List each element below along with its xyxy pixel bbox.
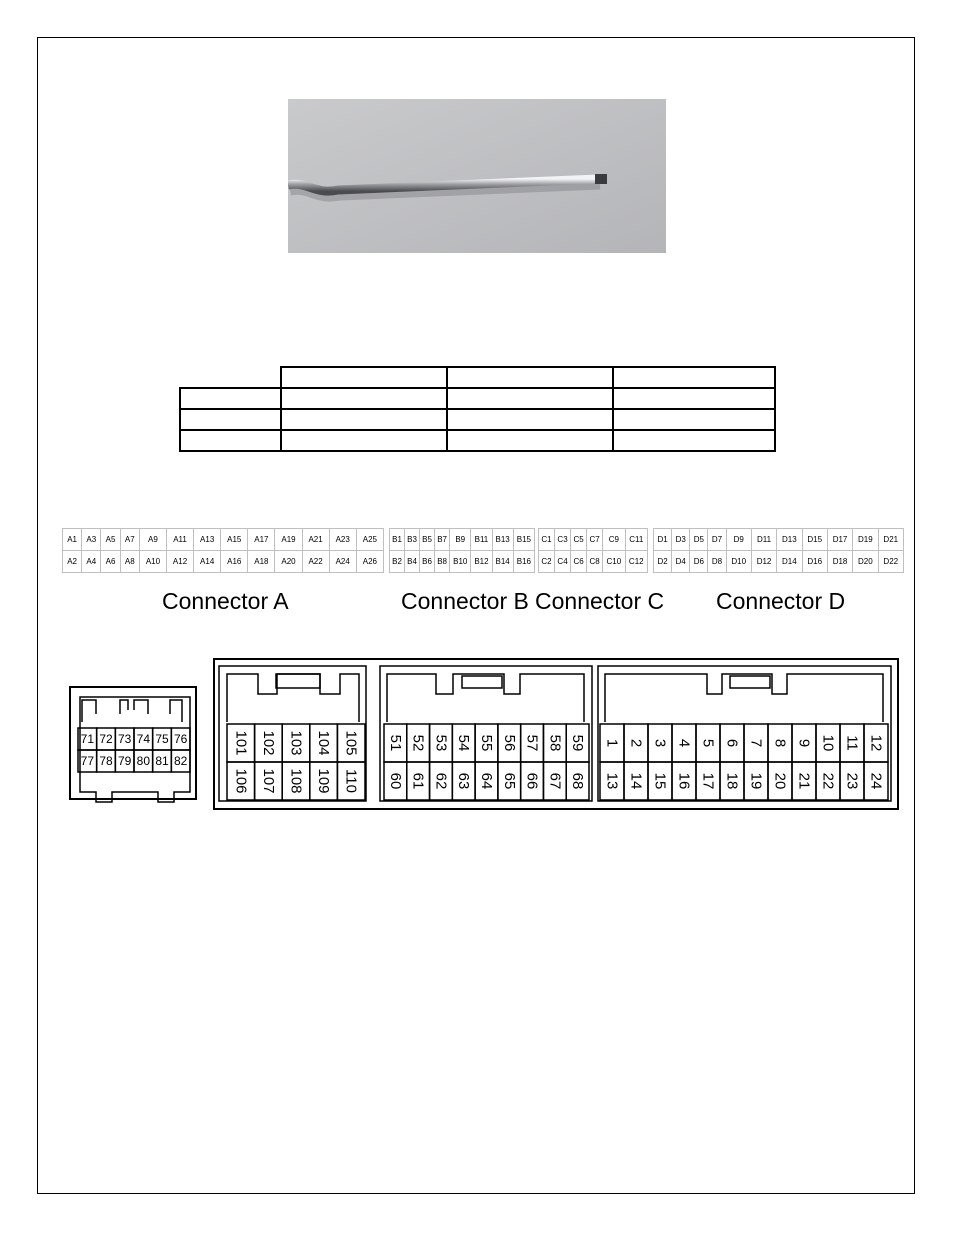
pin-cell: C5 xyxy=(571,529,587,551)
pin-number: 66 xyxy=(523,772,541,790)
table-cell xyxy=(180,367,281,388)
pin-cell: D7 xyxy=(708,529,726,551)
pin-cell: D11 xyxy=(751,529,776,551)
pin-number: 80 xyxy=(136,754,151,768)
table-cell xyxy=(281,430,447,451)
pin-number: 53 xyxy=(432,734,450,752)
pin-number: 74 xyxy=(136,732,151,746)
pin-number: 77 xyxy=(80,754,95,768)
pin-cell: D19 xyxy=(853,529,878,551)
pin-number: 108 xyxy=(287,768,305,794)
table-cell xyxy=(180,409,281,430)
pin-row-bottom xyxy=(63,551,384,573)
pin-number: 81 xyxy=(155,754,169,768)
pin-cell: A13 xyxy=(194,529,221,551)
pin-number: 107 xyxy=(259,768,277,794)
pin-row-top xyxy=(63,529,384,551)
pin-number: 23 xyxy=(843,772,861,790)
pin-number: 18 xyxy=(723,772,741,790)
pin-cell: D5 xyxy=(690,529,708,551)
pin-cell: C8 xyxy=(587,551,603,573)
pin-cell: D21 xyxy=(878,529,903,551)
pin-cell: C9 xyxy=(603,529,625,551)
blank-pin-table xyxy=(179,366,776,452)
pin-number: 3 xyxy=(651,738,669,748)
pin-cell: D3 xyxy=(672,529,690,551)
pin-cell: A26 xyxy=(356,551,383,573)
pin-number: 4 xyxy=(675,738,693,748)
pin-number: 12 xyxy=(867,734,885,752)
pin-cell: A15 xyxy=(221,529,248,551)
pin-cell: B13 xyxy=(492,529,513,551)
table-cell xyxy=(447,430,613,451)
pin-number: 14 xyxy=(627,772,645,790)
pin-cell: D12 xyxy=(751,551,776,573)
pin-cell: D15 xyxy=(802,529,827,551)
pin-number: 103 xyxy=(287,730,305,756)
pin-row-bottom xyxy=(390,551,535,573)
pin-cell: A3 xyxy=(82,529,101,551)
pin-number: 68 xyxy=(569,772,587,790)
pin-number: 102 xyxy=(259,730,277,756)
pin-cell: D10 xyxy=(726,551,751,573)
pin-number: 5 xyxy=(699,738,717,748)
pin-cell: D13 xyxy=(777,529,802,551)
table-cell xyxy=(447,409,613,430)
pin-cell: D22 xyxy=(878,551,903,573)
pin-cell: C2 xyxy=(539,551,555,573)
pin-number: 7 xyxy=(747,738,765,748)
pin-number: 8 xyxy=(771,738,789,748)
pin-cell: A16 xyxy=(221,551,248,573)
pin-cell: A25 xyxy=(356,529,383,551)
pin-number: 104 xyxy=(315,730,333,756)
pin-number: 101 xyxy=(232,730,250,756)
pin-number: 2 xyxy=(627,738,645,748)
pin-cell: B11 xyxy=(471,529,492,551)
pin-number: 54 xyxy=(455,734,473,752)
pin-cell: A4 xyxy=(82,551,101,573)
pin-number: 19 xyxy=(747,772,765,790)
connector-d-pin-table xyxy=(653,528,904,573)
pin-cell: A17 xyxy=(248,529,275,551)
pin-number: 78 xyxy=(99,754,113,768)
pin-cell: D18 xyxy=(827,551,852,573)
pin-cell: D9 xyxy=(726,529,751,551)
connector-d-title: Connector D xyxy=(716,588,846,614)
pin-cell: A18 xyxy=(248,551,275,573)
pin-number: 76 xyxy=(173,732,188,746)
pin-row-top xyxy=(539,529,648,551)
table-cell xyxy=(447,388,613,409)
pin-number: 63 xyxy=(455,772,473,790)
pin-cell: C4 xyxy=(555,551,571,573)
pin-cell: B4 xyxy=(405,551,420,573)
pin-number: 9 xyxy=(795,738,813,748)
pin-cell: A12 xyxy=(166,551,193,573)
pin-cell: B8 xyxy=(435,551,450,573)
pin-cell: D1 xyxy=(654,529,672,551)
pin-number: 82 xyxy=(173,754,188,768)
pin-cell: A11 xyxy=(166,529,193,551)
pin-cell: A21 xyxy=(302,529,329,551)
connector-a-pin-table xyxy=(62,528,384,573)
pin-number: 58 xyxy=(546,734,564,752)
pin-number: 55 xyxy=(478,734,495,752)
pin-row-top xyxy=(390,529,535,551)
pin-cell: B6 xyxy=(420,551,435,573)
pin-number: 106 xyxy=(232,768,250,794)
table-cell xyxy=(281,409,447,430)
connector-b-pin-table xyxy=(389,528,535,573)
pin-number: 59 xyxy=(569,734,587,752)
pin-cell: D2 xyxy=(654,551,672,573)
pin-number: 73 xyxy=(117,732,132,746)
table-cell xyxy=(180,430,281,451)
connector-b-title: Connector B xyxy=(401,588,529,614)
pin-cell: D20 xyxy=(853,551,878,573)
pin-cell: B9 xyxy=(450,529,471,551)
pin-cell: A2 xyxy=(63,551,82,573)
pin-cell: B14 xyxy=(492,551,513,573)
pin-number: 52 xyxy=(409,734,427,752)
pin-cell: A20 xyxy=(275,551,302,573)
pin-cell: A23 xyxy=(329,529,356,551)
pin-cell: A7 xyxy=(120,529,139,551)
pin-cell: D8 xyxy=(708,551,726,573)
pin-cell: A6 xyxy=(101,551,120,573)
pin-cell: D6 xyxy=(690,551,708,573)
pin-cell: C12 xyxy=(625,551,647,573)
pin-number: 75 xyxy=(155,732,169,746)
pin-number: 67 xyxy=(546,772,564,790)
pin-number: 21 xyxy=(795,772,813,790)
pin-number: 57 xyxy=(523,734,541,752)
table-cell xyxy=(180,388,281,409)
connector-c-pin-table xyxy=(538,528,648,573)
pin-number: 65 xyxy=(500,772,518,790)
pin-number: 20 xyxy=(771,772,789,790)
pin-cell: C1 xyxy=(539,529,555,551)
pin-number: 105 xyxy=(342,730,360,756)
pin-number: 71 xyxy=(80,732,95,746)
pin-cell: A22 xyxy=(302,551,329,573)
pin-cell: A14 xyxy=(194,551,221,573)
pin-number: 62 xyxy=(432,772,450,790)
pin-number: 22 xyxy=(819,772,837,790)
pin-number: 79 xyxy=(117,754,132,768)
pin-number: 16 xyxy=(675,772,693,790)
table-cell xyxy=(613,430,775,451)
pin-number: 61 xyxy=(409,772,427,790)
table-cell xyxy=(281,388,447,409)
pin-number: 51 xyxy=(386,734,404,752)
pin-cell: B7 xyxy=(435,529,450,551)
pin-number: 17 xyxy=(699,772,717,790)
pin-cell: A5 xyxy=(101,529,120,551)
table-cell xyxy=(281,367,447,388)
pin-cell: C6 xyxy=(571,551,587,573)
pin-cell: A1 xyxy=(63,529,82,551)
connector-c-title: Connector C xyxy=(535,588,665,614)
pin-number: 24 xyxy=(867,772,885,790)
pin-row-bottom xyxy=(654,551,904,573)
pin-cell: A19 xyxy=(275,529,302,551)
pin-cell: B2 xyxy=(390,551,405,573)
pin-cell: C7 xyxy=(587,529,603,551)
pin-cell: B12 xyxy=(471,551,492,573)
pin-number: 64 xyxy=(478,772,495,790)
pin-cell: D4 xyxy=(672,551,690,573)
pin-cell: D16 xyxy=(802,551,827,573)
pin-number: 72 xyxy=(99,732,113,746)
table-cell xyxy=(447,367,613,388)
pin-number: 56 xyxy=(500,734,518,752)
pin-row-bottom xyxy=(539,551,648,573)
pin-cell: C10 xyxy=(603,551,625,573)
pin-cell: B10 xyxy=(450,551,471,573)
pin-cell: B3 xyxy=(405,529,420,551)
pin-number: 109 xyxy=(315,768,333,794)
pin-number: 11 xyxy=(843,735,861,751)
pin-number: 1 xyxy=(603,738,621,748)
table-cell xyxy=(613,367,775,388)
pin-cell: A24 xyxy=(329,551,356,573)
connector-a-title: Connector A xyxy=(162,588,289,614)
pin-number: 110 xyxy=(342,769,360,793)
connector-face-diagram xyxy=(62,652,908,820)
pin-cell: B16 xyxy=(513,551,534,573)
pin-cell: B15 xyxy=(513,529,534,551)
table-cell xyxy=(613,388,775,409)
pin-number: 13 xyxy=(603,772,621,790)
pin-cell: C3 xyxy=(555,529,571,551)
pin-number: 60 xyxy=(386,772,404,790)
pin-number: 6 xyxy=(723,738,741,748)
pin-row-top xyxy=(654,529,904,551)
pin-cell: A9 xyxy=(139,529,166,551)
table-cell xyxy=(613,409,775,430)
pin-number: 15 xyxy=(651,772,669,790)
pin-cell: D17 xyxy=(827,529,852,551)
pin-cell: D14 xyxy=(777,551,802,573)
pin-number: 10 xyxy=(819,734,837,752)
pin-cell: B5 xyxy=(420,529,435,551)
pin-cell: C11 xyxy=(625,529,647,551)
wire-photo xyxy=(288,99,666,253)
pin-cell: A10 xyxy=(139,551,166,573)
pin-cell: A8 xyxy=(120,551,139,573)
pin-cell: B1 xyxy=(390,529,405,551)
